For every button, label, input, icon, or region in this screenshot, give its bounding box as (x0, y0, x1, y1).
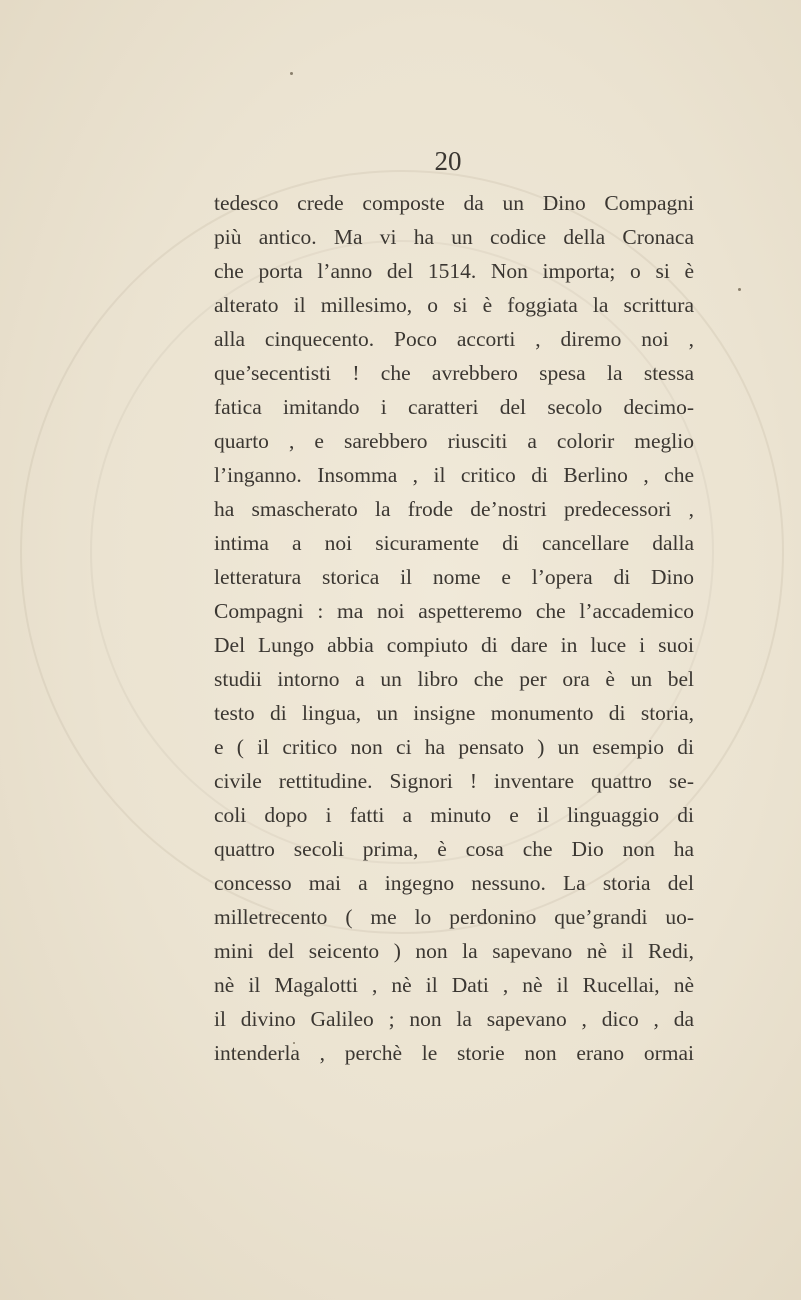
text-line: civile rettitudine. Signori ! inventare quattro se- (214, 769, 694, 793)
text-line: coli dopo i fatti a minuto e il linguaggio di (214, 803, 694, 827)
text-line: mini del seicento ) non la sapevano nè il Redi, (214, 939, 694, 963)
text-line: Compagni : ma noi aspetteremo che l’accademico (214, 599, 694, 623)
text-line: Del Lungo abbia compiuto di dare in luce i suoi (214, 633, 694, 657)
text-line: quarto , e sarebbero riusciti a colorir meglio (214, 429, 694, 453)
paper-speck (290, 72, 293, 75)
text-line: intenderla , perchè le storie non erano ormai (214, 1041, 694, 1065)
text-line: l’inganno. Insomma , il critico di Berlino , che (214, 463, 694, 487)
text-line: alterato il millesimo, o si è foggiata la scrittura (214, 293, 694, 317)
text-line: testo di lingua, un insigne monumento di storia, (214, 701, 694, 725)
text-line: letteratura storica il nome e l’opera di Dino (214, 565, 694, 589)
text-line: que’secentisti ! che avrebbero spesa la stessa (214, 361, 694, 385)
text-line: fatica imitando i caratteri del secolo decimo- (214, 395, 694, 419)
paper-speck (738, 288, 741, 291)
text-line: quattro secoli prima, è cosa che Dio non ha (214, 837, 694, 861)
text-line: alla cinquecento. Poco accorti , diremo noi , (214, 327, 694, 351)
page-number: 20 (434, 146, 462, 176)
text-line: che porta l’anno del 1514. Non importa; o si è (214, 259, 694, 283)
text-line: studii intorno a un libro che per ora è un bel (214, 667, 694, 691)
text-line: nè il Magalotti , nè il Dati , nè il Rucellai, nè (214, 973, 694, 997)
text-line: milletrecento ( me lo perdonino que’grandi uo- (214, 905, 694, 929)
text-line: concesso mai a ingegno nessuno. La storia del (214, 871, 694, 895)
text-line: tedesco crede composte da un Dino Compagni (214, 191, 694, 215)
text-line: più antico. Ma vi ha un codice della Cronaca (214, 225, 694, 249)
text-line: ha smascherato la frode de’nostri predecessori , (214, 497, 694, 521)
text-line: e ( il critico non ci ha pensato ) un esempio di (214, 735, 694, 759)
text-line: il divino Galileo ; non la sapevano , dico , da (214, 1007, 694, 1031)
text-line: intima a noi sicuramente di cancellare dalla (214, 531, 694, 555)
body-text (214, 186, 694, 1070)
